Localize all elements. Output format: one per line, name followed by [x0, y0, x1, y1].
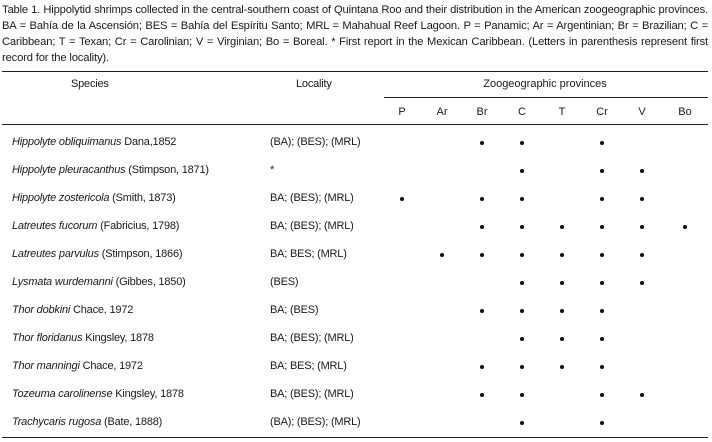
presence-dot-cr	[600, 309, 604, 313]
presence-dot-br	[480, 309, 484, 313]
species-name: Thor manningi	[12, 360, 80, 372]
presence-dot-br	[480, 253, 484, 257]
presence-dot-bo	[683, 225, 687, 229]
species-authority: Dana,1852	[121, 136, 177, 148]
species-cell	[12, 219, 179, 233]
presence-dot-br	[480, 225, 484, 229]
species-cell	[12, 415, 162, 429]
species-authority: Kingsley, 1878	[82, 332, 154, 344]
presence-dot-c	[520, 281, 524, 285]
species-authority: Chace, 1972	[79, 360, 143, 372]
presence-dot-br	[480, 393, 484, 397]
presence-dot-v	[640, 281, 644, 285]
presence-dot-c	[520, 225, 524, 229]
species-authority: (Smith, 1873)	[109, 192, 176, 204]
species-cell	[12, 191, 176, 205]
locality-cell: (BES)	[270, 276, 299, 288]
presence-dot-br	[480, 365, 484, 369]
locality-cell: BA; BES; (MRL)	[270, 248, 347, 260]
species-authority: (Fabricius, 1798)	[97, 220, 180, 232]
presence-dot-c	[520, 197, 524, 201]
presence-dot-t	[560, 253, 564, 257]
species-name: Tozeuma carolinense	[12, 388, 113, 400]
presence-dot-v	[640, 253, 644, 257]
species-name: Hippolyte obliquimanus	[12, 136, 122, 148]
locality-cell: (BA); (BES); (MRL)	[270, 416, 361, 428]
species-name: Latreutes parvulus	[12, 248, 99, 260]
provinces-group-header: Zoogeographic provinces	[483, 78, 607, 90]
presence-dot-t	[560, 309, 564, 313]
province-header: P	[398, 106, 406, 118]
presence-dot-br	[480, 197, 484, 201]
locality-cell: BA; (BES); (MRL)	[270, 388, 354, 400]
presence-dot-v	[640, 225, 644, 229]
presence-dot-cr	[600, 141, 604, 145]
species-name: Lysmata wurdemanni	[12, 276, 113, 288]
provinces-group-rule	[384, 97, 708, 98]
presence-dot-p	[400, 197, 404, 201]
presence-dot-t	[560, 365, 564, 369]
presence-dot-t	[560, 281, 564, 285]
species-cell	[12, 247, 182, 261]
presence-dot-c	[520, 141, 524, 145]
species-cell	[12, 275, 186, 289]
species-name: Hippolyte pleuracanthus	[12, 164, 126, 176]
presence-dot-cr	[600, 253, 604, 257]
species-cell	[12, 135, 176, 149]
presence-dot-c	[520, 309, 524, 313]
species-authority: Kingsley, 1878	[112, 388, 184, 400]
species-cell	[12, 331, 154, 345]
province-header: Cr	[596, 106, 608, 118]
locality-cell: BA; (BES); (MRL)	[270, 220, 354, 232]
presence-dot-v	[640, 169, 644, 173]
presence-dot-c	[520, 365, 524, 369]
presence-dot-cr	[600, 169, 604, 173]
species-name: Hippolyte zostericola	[12, 192, 110, 204]
presence-dot-cr	[600, 225, 604, 229]
table-top-rule	[2, 71, 708, 72]
species-cell	[12, 303, 133, 317]
species-authority: (Gibbes, 1850)	[112, 276, 186, 288]
species-authority: (Stimpson, 1871)	[125, 164, 209, 176]
presence-dot-c	[520, 169, 524, 173]
presence-dot-cr	[600, 421, 604, 425]
presence-dot-cr	[600, 281, 604, 285]
province-header: T	[558, 106, 566, 118]
presence-dot-br	[480, 141, 484, 145]
species-cell	[12, 163, 209, 177]
presence-dot-v	[640, 393, 644, 397]
locality-cell: (BA); (BES); (MRL)	[270, 136, 361, 148]
species-name: Latreutes fucorum	[12, 220, 98, 232]
species-authority: (Stimpson, 1866)	[98, 248, 183, 260]
species-authority: Chace, 1972	[70, 304, 134, 316]
province-header: C	[518, 106, 526, 118]
presence-dot-c	[520, 421, 524, 425]
species-authority: (Bate, 1888)	[101, 416, 163, 428]
presence-dot-cr	[600, 365, 604, 369]
locality-cell: BA; (BES); (MRL)	[270, 332, 354, 344]
presence-dot-ar	[440, 253, 444, 257]
table-caption: Table 1. Hippolytid shrimps collected in the central-southern coast of Quintana Roo and their distribution in the American zoogeographic provinces. BA = Bahía de la Ascensión; BES = Bahía del Espíritu Santo; MRL = Mahahual Reef Lagoon. P = Panamic; Ar = Argentinian; Br = Brazilian; C = Caribbean; T = Texan; Cr = Carolinian; V = Virginian; Bo = Boreal. * First report in the Mexican Caribbean. (Letters in parenthesis represent first record for the locality).	[2, 4, 708, 64]
species-name: Thor dobkini	[12, 304, 71, 316]
presence-dot-t	[560, 337, 564, 341]
species-cell	[12, 359, 143, 373]
presence-dot-cr	[600, 337, 604, 341]
locality-cell: BA; BES; (MRL)	[270, 360, 347, 372]
province-header: Ar	[436, 106, 448, 118]
locality-cell: BA; (BES)	[270, 304, 319, 316]
species-name: Thor floridanus	[12, 332, 83, 344]
province-header: V	[638, 106, 646, 118]
province-header: Br	[476, 106, 488, 118]
presence-dot-c	[520, 393, 524, 397]
presence-dot-c	[520, 253, 524, 257]
table-bottom-rule	[2, 437, 708, 438]
locality-cell: BA; (BES); (MRL)	[270, 192, 354, 204]
presence-dot-cr	[600, 197, 604, 201]
presence-dot-cr	[600, 393, 604, 397]
presence-dot-c	[520, 337, 524, 341]
header-bottom-rule	[2, 124, 708, 125]
locality-header: Locality	[296, 78, 332, 90]
species-name: Trachycaris rugosa	[12, 416, 102, 428]
presence-dot-v	[640, 197, 644, 201]
species-cell	[12, 387, 184, 401]
presence-dot-t	[560, 225, 564, 229]
locality-cell: *	[270, 164, 275, 176]
province-header: Bo	[678, 106, 692, 118]
species-header: Species	[71, 78, 109, 90]
